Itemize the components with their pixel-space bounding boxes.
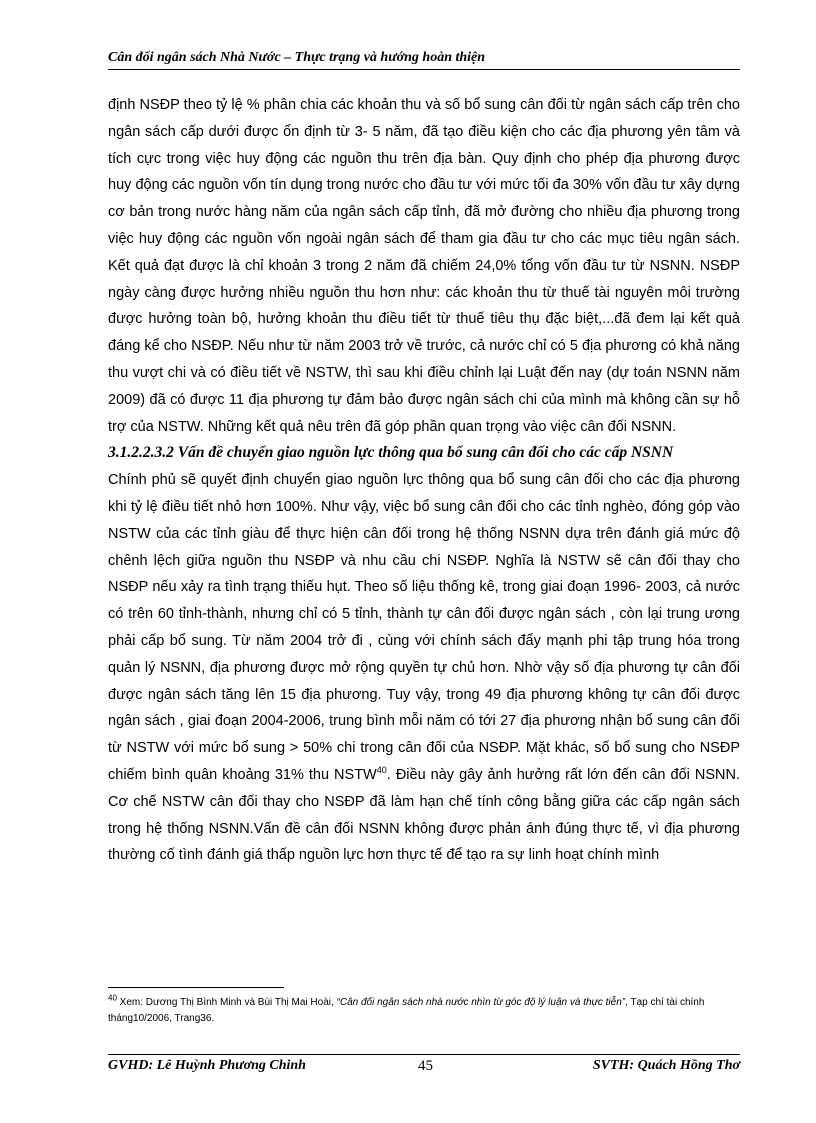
footer-separator	[108, 1054, 740, 1055]
footnote-article-title: “Cân đối ngân sách nhà nước nhìn từ góc độ lý luận và thực tiễn”	[336, 997, 626, 1008]
footnote-source: , Tạp chí tài chính tháng10/2006, Trang36.	[108, 997, 705, 1024]
running-header	[108, 50, 740, 70]
paragraph-1: định NSĐP theo tỷ lệ % phân chia các khoản thu và số bổ sung cân đối từ ngân sách cấp trên cho ngân sách cấp dưới được ổn định từ 3- 5 năm, đã tạo điều kiện cho các địa phương yên tâm và tích cực trong việc huy động các nguồn thu trên địa bàn. Quy định cho phép địa phương được huy động các nguồn vốn tín dụng trong nước cho đầu tư với mức tối đa 30% vốn đầu tư xây dựng cơ bản trong nước hàng năm của ngân sách cấp tỉnh, đã mở đường cho nhiều địa phương trong việc huy động các nguồn vốn ngoài ngân sách để tham gia đầu tư cho các mục tiêu ngân sách. Kết quả đạt được là chỉ khoản 3 trong 2 năm đã chiếm 24,0% tổng vốn đầu tư từ NSNN. NSĐP ngày càng được hưởng nhiều nguồn thu hơn như: các khoản thu từ thuế tài nguyên môi trường được hưởng toàn bộ, hưởng khoản thu điều tiết từ thuế tiêu thụ đặc biệt,...đã đem lại kết quả đáng kể cho NSĐP. Nếu như từ năm 2003 trở về trước, cả nước chỉ có 5 địa phương có khả năng thu vượt chi và có điều tiết về NSTW, thì sau khi điều chỉnh lại Luật đến nay (dự toán NSNN năm 2009) đã có được 11 địa phương tự đảm bảo được ngân sách chi của mình mà không cần sự hỗ trợ của NSTW. Những kết quả nêu trên đã góp phần quan trọng vào việc cân đối NSNN.	[108, 97, 740, 435]
running-footer	[108, 1058, 740, 1078]
footer-student: SVTH: Quách Hồng Thơ	[592, 1058, 740, 1073]
footnote-reference[interactable]: 40	[376, 765, 387, 776]
footnote-authors: Xem: Dương Thị Bình Minh và Bùi Thị Mai Hoài,	[116, 997, 337, 1008]
footnote-separator	[108, 987, 284, 988]
page-body	[108, 92, 740, 869]
paragraph-2-text: Chính phủ sẽ quyết định chuyển giao nguồn lực thông qua bổ sung cân đối cho các địa phương khi tỷ lệ điều tiết nhỏ hơn 100%. Như vậy, việc bổ sung cân đối cho các tỉnh nghèo, đóng góp vào NSTW của các tỉnh giàu để thực hiện cân đối trong hệ thống NSNN dựa trên đánh giá mức độ chênh lệch giữa nguồn thu NSĐP và nhu cầu chi NSĐP. Nghĩa là NSTW sẽ cân đối thay cho NSĐP nếu xảy ra tình trạng thiếu hụt. Theo số liệu thống kê, trong giai đoạn 1996- 2003, cả nước có trên 60 tỉnh-thành, nhưng chỉ có 5 tỉnh, thành tự cân đối được ngân sách , còn lại trung ương phải cấp bổ sung. Từ năm 2004 trở đi , cùng với chính sách đẩy mạnh phi tập trung hóa trong quản lý NSNN, địa phương được mở rộng quyền tự chủ hơn. Nhờ vậy số địa phương tự cân đối được ngân sách tăng lên 15 địa phương. Tuy vậy, trong 49 địa phương không tự cân đối được ngân sách , giai đoạn 2004-2006, trung bình mỗi năm có tới 27 địa phương nhận bổ sung cân đối từ NSTW với mức bổ sung > 50% chi trong cân đối của NSĐP. Mặt khác, số bổ sung cho NSĐP chiếm bình quân khoảng 31% thu NSTW	[108, 472, 740, 783]
footer-advisor: GVHD: Lê Huỳnh Phương Chinh	[108, 1058, 306, 1073]
paragraph-2-continued: . Điều này gây ảnh hưởng rất lớn đến cân đối NSNN. Cơ chế NSTW cân đối thay cho NSĐP đã làm hạn chế tính công bằng giữa các cấp ngân sách trong hệ thống NSNN.Vấn đề cân đối NSNN không được phản ánh đúng thực tế, vì địa phương thường cố tình đánh giá thấp nguồn lực hơn thực tế để tạo ra sự linh hoạt chính mình	[108, 766, 740, 864]
section-heading: 3.1.2.2.3.2 Vấn đề chuyển giao nguồn lực thông qua bổ sung cân đối cho các cấp NSNN	[108, 444, 674, 462]
footnote-number: 40	[108, 993, 117, 1003]
header-title: Cân đối ngân sách Nhà Nước – Thực trạng và hướng hoàn thiện	[108, 50, 486, 65]
paragraph-2	[108, 467, 740, 869]
page-number: 45	[418, 1058, 433, 1074]
footnote	[108, 995, 740, 1027]
